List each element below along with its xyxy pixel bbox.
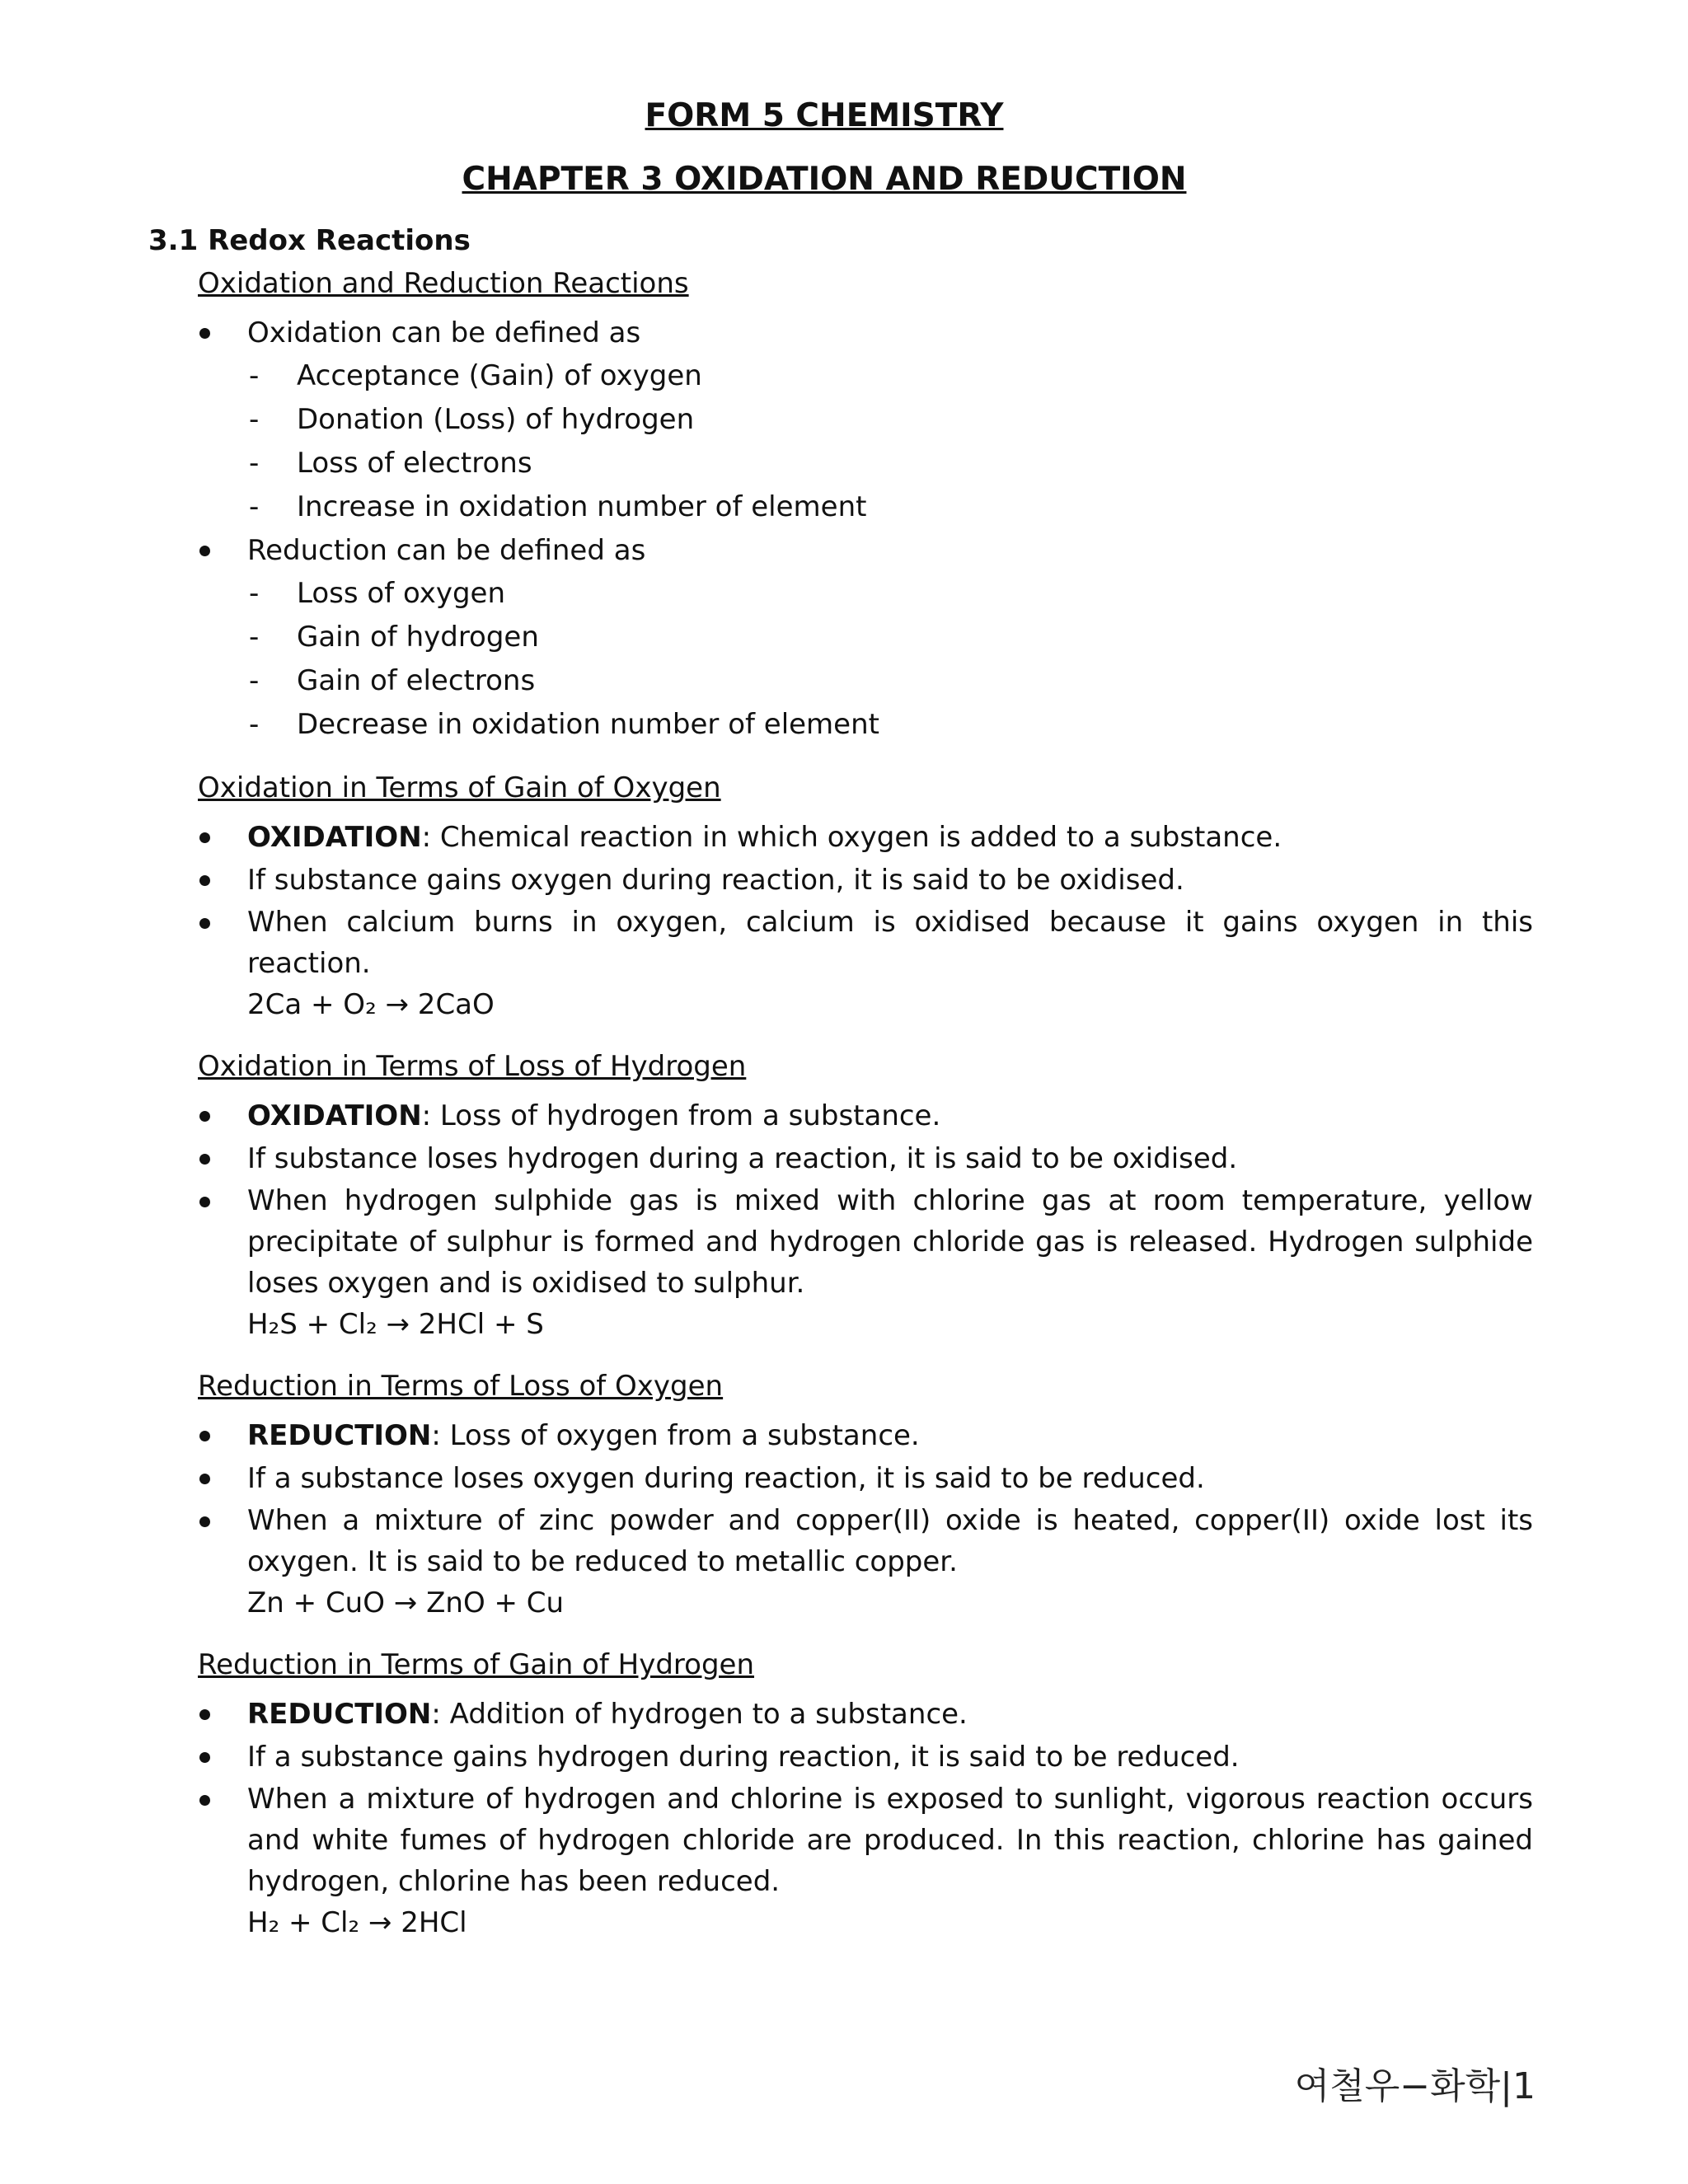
list-item xyxy=(198,312,1533,529)
list-item: - Acceptance (Gain) of oxygen xyxy=(247,354,1533,398)
list-item: - Gain of hydrogen xyxy=(247,616,1533,659)
chemical-equation: H₂ + Cl₂ → 2HCl xyxy=(247,1906,467,1939)
example-text: When a mixture of hydrogen and chlorine is exposed to sunlight, vigorous reaction occurs and white fumes of hydrogen chloride are produced. In this reaction, chlorine has gained hydrogen, chlorine has been reduced. xyxy=(247,1783,1533,1898)
list-item xyxy=(198,1693,1533,1736)
list-item: - Loss of electrons xyxy=(247,442,1533,485)
oxidation-gain-oxygen-list xyxy=(198,816,1533,1025)
list-item xyxy=(198,529,1533,747)
list-item: - Decrease in oxidation number of element xyxy=(247,703,1533,747)
term-reduction: REDUCTION xyxy=(247,1698,432,1731)
example-text: When a mixture of zinc powder and copper(II) oxide is heated, copper(II) oxide lost its oxygen. It is said to be reduced to metallic copper. xyxy=(247,1504,1533,1578)
oxidation-definition-points xyxy=(247,354,1533,529)
chemical-equation: Zn + CuO → ZnO + Cu xyxy=(247,1586,565,1619)
subheading-reduction-loss-oxygen: Reduction in Terms of Loss of Oxygen xyxy=(198,1370,724,1403)
reduction-definition-label: Reduction can be defined as xyxy=(247,534,646,567)
definition-text: : Loss of oxygen from a substance. xyxy=(431,1419,920,1452)
reduction-loss-oxygen-list xyxy=(198,1414,1533,1624)
subheading-oxidation-gain-oxygen: Oxidation in Terms of Gain of Oxygen xyxy=(198,771,721,804)
oxidation-definition-label: Oxidation can be defined as xyxy=(247,316,641,349)
chapter-title: CHAPTER 3 OXIDATION AND REDUCTION xyxy=(462,161,1187,198)
list-item: - Gain of electrons xyxy=(247,659,1533,703)
list-item: If substance loses hydrogen during a reaction, it is said to be oxidised. xyxy=(198,1137,1533,1180)
term-reduction: REDUCTION xyxy=(247,1419,432,1452)
list-item xyxy=(198,1779,1533,1943)
chemical-equation: 2Ca + O₂ → 2CaO xyxy=(247,988,495,1021)
list-item: - Loss of oxygen xyxy=(247,572,1533,616)
list-item xyxy=(198,1180,1533,1345)
list-item: - Increase in oxidation number of element xyxy=(247,485,1533,529)
subheading-reduction-gain-hydrogen: Reduction in Terms of Gain of Hydrogen xyxy=(198,1648,755,1681)
definition-text: : Loss of hydrogen from a substance. xyxy=(421,1099,941,1132)
definition-text: : Chemical reaction in which oxygen is added to a substance. xyxy=(421,821,1282,854)
list-item xyxy=(198,816,1533,859)
list-item xyxy=(198,1414,1533,1457)
list-item: - Donation (Loss) of hydrogen xyxy=(247,398,1533,442)
definitions-list xyxy=(198,312,1533,747)
definition-text: : Addition of hydrogen to a substance. xyxy=(431,1698,968,1731)
section-title: 3.1 Redox Reactions xyxy=(148,224,471,257)
page-footer: 여철우−화학|1 xyxy=(1294,2065,1536,2107)
oxidation-loss-hydrogen-list xyxy=(198,1094,1533,1345)
page-content xyxy=(148,97,1533,1943)
term-oxidation: OXIDATION xyxy=(247,1099,422,1132)
reduction-definition-points xyxy=(247,572,1533,747)
list-item xyxy=(198,1500,1533,1624)
list-item: If substance gains oxygen during reaction, it is said to be oxidised. xyxy=(198,859,1533,902)
document-title: FORM 5 CHEMISTRY xyxy=(645,97,1004,134)
subheading-oxidation-loss-hydrogen: Oxidation in Terms of Loss of Hydrogen xyxy=(198,1050,747,1083)
section-body xyxy=(198,264,1533,1943)
list-item xyxy=(198,1094,1533,1137)
example-text: When hydrogen sulphide gas is mixed with chlorine gas at room temperature, yellow precipitate of sulphur is formed and hydrogen chloride gas is released. Hydrogen sulphide loses oxygen and is oxidised to sulphur. xyxy=(247,1184,1533,1300)
reduction-gain-hydrogen-list xyxy=(198,1693,1533,1943)
list-item xyxy=(198,902,1533,1025)
subheading-redox-definitions: Oxidation and Reduction Reactions xyxy=(198,267,689,300)
term-oxidation: OXIDATION xyxy=(247,821,422,854)
list-item: If a substance loses oxygen during reaction, it is said to be reduced. xyxy=(198,1457,1533,1500)
chemical-equation: H₂S + Cl₂ → 2HCl + S xyxy=(247,1308,544,1341)
example-text: When calcium burns in oxygen, calcium is oxidised because it gains oxygen in this reaction. xyxy=(247,906,1533,980)
list-item: If a substance gains hydrogen during reaction, it is said to be reduced. xyxy=(198,1736,1533,1779)
